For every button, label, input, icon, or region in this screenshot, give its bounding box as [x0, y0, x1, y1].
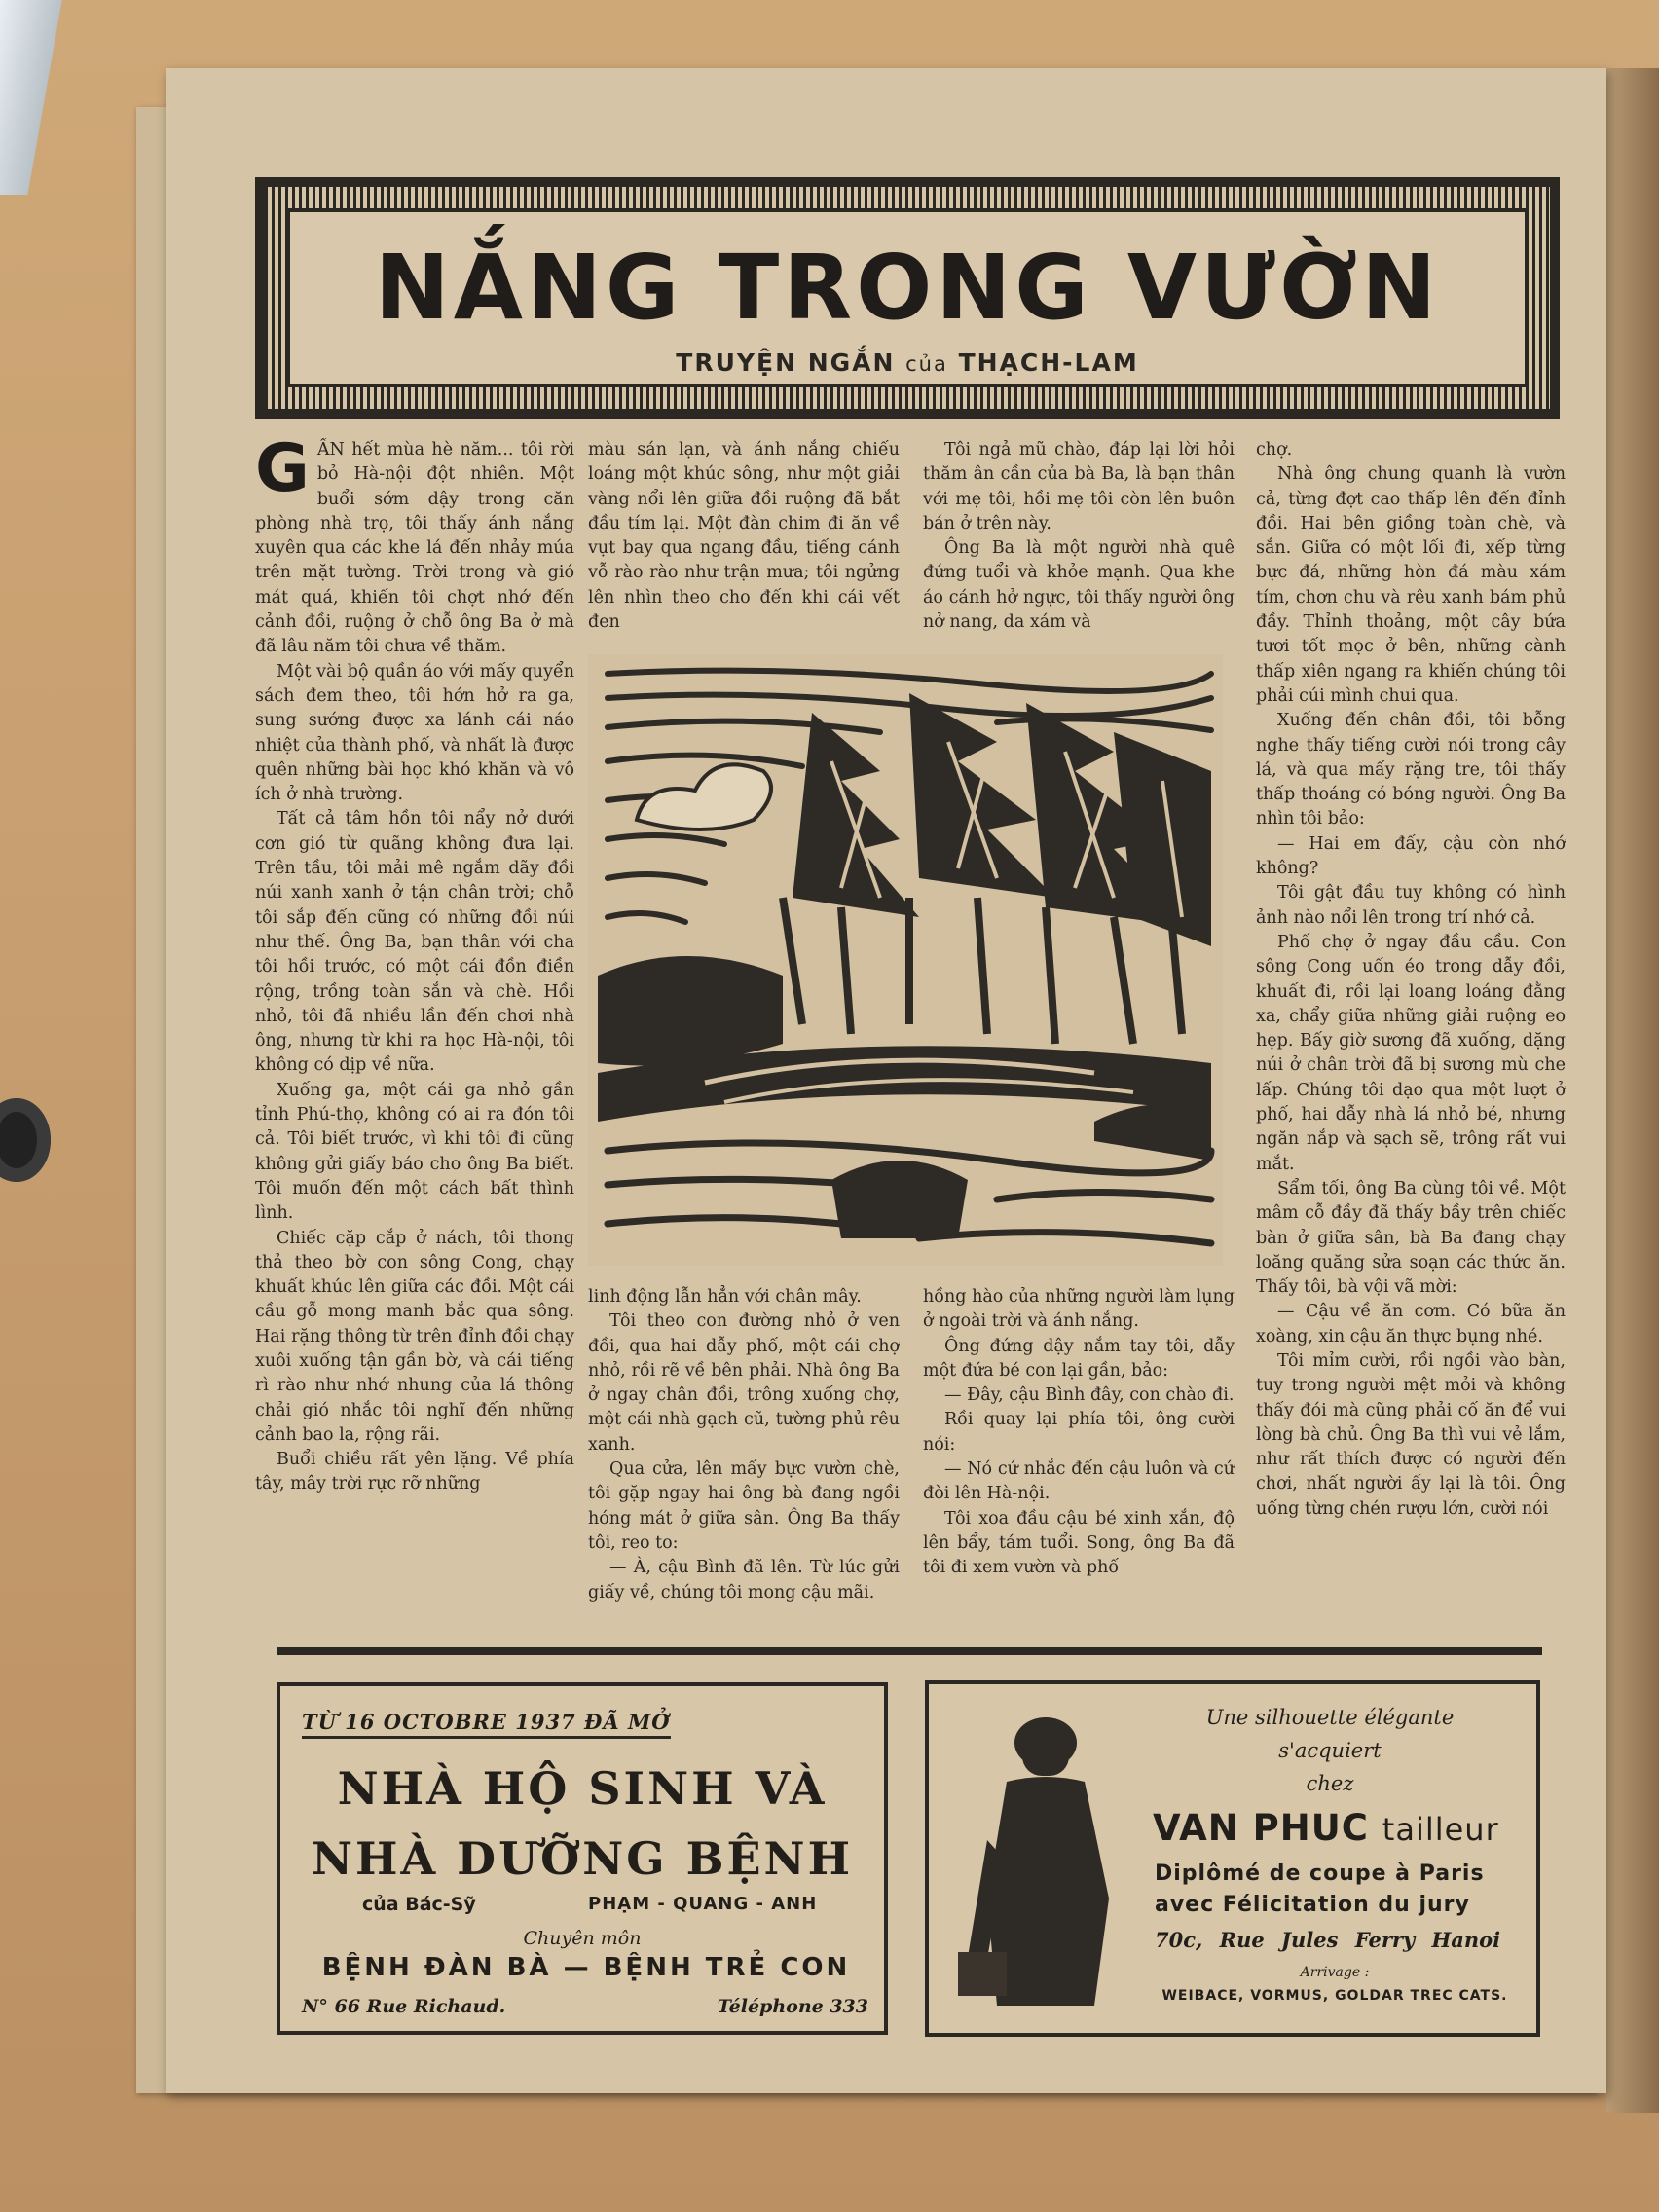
ad-fabric-brands: WEIBACE, VORMUS, GOLDAR TREC CATS.	[1161, 1988, 1508, 2004]
paragraph: Nhà ông chung quanh là vườn cả, từng đợt cao thấp lên đến đỉnh đồi. Hai bên giồng toàn chè, và sắn. Giữa có một lối đi, xếp từng bực đá, những hòn đá màu xám tím, chơn chu và rêu xanh bám phủ đầy. Thỉnh thoảng, một cây bứa tươi tốt mọc ở bên, những cành thấp xiên ngang ra khiến chúng tôi phải cúi mình chui qua.	[1256, 464, 1566, 706]
ad-tagline-3: chez	[1306, 1772, 1354, 1795]
ad-brand	[1153, 1807, 1499, 1849]
maternity-clinic-ad	[276, 1682, 888, 2035]
title-inner	[286, 208, 1529, 387]
article-column-3-top	[923, 438, 1235, 633]
paragraph: — Đây, cậu Bình đây, con chào đi.	[944, 1385, 1235, 1406]
ad-brand-trade: tailleur	[1382, 1811, 1499, 1848]
byline-of: của	[905, 352, 948, 376]
ad-address: N° 66 Rue Richaud.	[302, 1996, 506, 2017]
paragraph: Buổi chiều rất yên lặng. Về phía tây, mây trời rực rỡ những	[255, 1450, 574, 1494]
article-column-1	[255, 438, 574, 1626]
ad-felicitation: avec Félicitation du jury	[1155, 1893, 1470, 1917]
article-column-3-bottom	[923, 1285, 1235, 1631]
paragraph: Tất cả tâm hồn tôi nẩy nở dưới cơn gió từ quãng không đưa lại. Trên tầu, tôi mải mê ngắm dãy đồi núi xanh xanh ở tận chân trời; chỗ tôi sắp đến cũng có những đồi núi như thế. Ông Ba, bạn thân với cha tôi hồi trước, có một cái đồn điền rộng, trồng toàn sắn và chè. Hồi nhỏ, tôi đã nhiều lần đến chơi nhà ông, nhưng từ khi ra học Hà-nội, tôi không có dịp về nữa.	[255, 809, 574, 1076]
ad-specialty-fields: BỆNH ĐÀN BÀ — BỆNH TRẺ CON	[321, 1953, 851, 1982]
paragraph: Tôi mỉm cười, rồi ngồi vào bàn, tuy trong người mệt mỏi và không thấy đói mà cũng phải cố ăn để vui lòng bà chủ. Ông Ba thì vui vẻ lắm, như rất thích được có người đến chơi, nhất người ấy lại là tôi. Ông uống từng chén rượu lớn, cười nói	[1256, 1350, 1566, 1519]
paragraph: hồng hào của những người làm lụng ở ngoài trời và ánh nắng.	[923, 1287, 1235, 1332]
byline-prefix: TRUYỆN NGẮN	[676, 349, 896, 377]
paragraph: màu sán lạn, và ánh nắng chiếu loáng một khúc sông, như một giải vàng nổi lên giữa đồi ruộng đã bắt đầu tím lại. Một đàn chim đi ăn về vụt bay qua ngang đầu, tiếng cánh vỗ rào rào như trận mưa; tôi ngửng lên nhìn theo cho đến khi cái vết đen	[588, 440, 900, 633]
paragraph: Tôi theo con đường nhỏ ở ven đồi, qua hai dẫy phố, một cái chợ nhỏ, rồi rẽ về bên phải. Nhà ông Ba ở ngay chân đồi, trông xuống chợ, một cái nhà gạch cũ, tường phủ rêu xanh.	[588, 1311, 900, 1455]
paragraph: — À, cậu Bình đã lên. Từ lúc gửi giấy về, chúng tôi mong cậu mãi.	[588, 1558, 900, 1603]
article-column-4	[1256, 438, 1566, 1626]
woodcut-illustration	[588, 654, 1223, 1266]
binder-spine	[1606, 68, 1659, 2113]
ad-doctor-name: PHẠM - QUANG - ANH	[588, 1894, 818, 1914]
paragraph: Ông đứng dậy nắm tay tôi, dẫy một đứa bé con lại gần, bảo:	[923, 1336, 1235, 1381]
paragraph: Tôi gật đầu tuy không có hình ảnh nào nổi lên trong trí nhớ cả.	[1256, 883, 1566, 928]
byline-author: THẠCH-LAM	[958, 349, 1139, 377]
paragraph: Một vài bộ quần áo với mấy quyển sách đem theo, tôi hớn hở ra ga, sung sướng được xa lánh cái náo nhiệt của thành phố, và nhất là được quên những bài học khó khăn và vô ích ở nhà trường.	[255, 661, 574, 805]
paragraph: — Hai em đấy, cậu còn nhớ không?	[1256, 833, 1566, 879]
ad-tagline-1: Une silhouette élégante	[1205, 1706, 1455, 1729]
article-byline	[290, 349, 1525, 377]
paragraph: Sẩm tối, ông Ba cùng tôi về. Một mâm cỗ đầy đã thấy bầy trên chiếc bàn ở giữa sân, bà Ba đang chạy loăng quăng sửa soạn các thức ăn. Thấy tôi, bà vội vã mời:	[1256, 1178, 1566, 1298]
ad-diploma: Diplômé de coupe à Paris	[1155, 1862, 1485, 1886]
lamp-edge	[0, 0, 68, 195]
ad-clinic-name-line1: NHÀ HỘ SINH VÀ	[337, 1762, 828, 1815]
ad-doctor-prefix: của Bác-Sỹ	[362, 1894, 476, 1915]
article-column-2-bottom	[588, 1285, 900, 1631]
paragraph: Tôi ngả mũ chào, đáp lại lời hỏi thăm ân cần của bà Ba, là bạn thân với mẹ tôi, hồi mẹ tôi còn lên buôn bán ở trên này.	[923, 440, 1235, 534]
paragraph: Xuống ga, một cái ga nhỏ gần tỉnh Phú-thọ, không có ai ra đón tôi cả. Tôi biết trước, vì khi tôi đi cũng không gửi giấy báo cho ông Ba biết. Tôi muốn đến một cách bất thình lình.	[255, 1080, 574, 1224]
paragraph: Chiếc cặp cắp ở nách, tôi thong thả theo bờ con sông Cong, chạy khuất khúc lên giữa các đồi. Một cái cầu gỗ mong manh bắc qua sông. Hai rặng thông từ trên đỉnh đồi chạy xuôi xuống tận gần bờ, và cái tiếng rì rào như nhớ nhung của lá thông chải gió nhắc tôi nghĩ đến những cảnh bao la, rộng rãi.	[255, 1228, 574, 1445]
section-divider	[276, 1647, 1542, 1655]
tailor-ad	[925, 1680, 1540, 2037]
ad-tagline-2: s'acquiert	[1278, 1739, 1382, 1762]
ad-tailor-address: 70c, Rue Jules Ferry Hanoi	[1155, 1928, 1501, 1952]
ad-clinic-name-line2: NHÀ DƯỠNG BỆNH	[311, 1832, 854, 1885]
paragraph: ẦN hết mùa hè năm... tôi rời bỏ Hà-nội đột nhiên. Một buổi sớm dậy trong căn phòng nhà trọ, tôi thấy ánh nắng xuyên qua các khe lá đến nhảy múa trên mặt tường. Trời trong và gió mát quá, khiến tôi chợt nhớ đến cảnh đồi, ruộng ở chỗ ông Ba ở mà đã lâu năm tôi chưa về thăm.	[255, 440, 574, 657]
woodcut-drawing	[588, 654, 1223, 1266]
ad-specialty-label: Chuyên môn	[523, 1928, 642, 1949]
paragraph: chợ.	[1256, 440, 1293, 460]
drop-cap: G	[255, 438, 310, 507]
paragraph: Ông Ba là một người nhà quê đứng tuổi và khỏe mạnh. Qua khe áo cánh hở ngực, tôi thấy người ông nở nang, da xám và	[923, 538, 1235, 633]
ad-brand-name: VAN PHUC	[1153, 1807, 1369, 1849]
paragraph: Tôi xoa đầu cậu bé xinh xắn, độ lên bẩy, tám tuổi. Song, ông Ba đã tôi đi xem vườn và phố	[923, 1508, 1235, 1578]
ad-telephone: Téléphone 333	[717, 1996, 868, 2017]
paragraph: Qua cửa, lên mấy bực vườn chè, tôi gặp ngay hai ông bà đang ngồi hóng mát ở giữa sân. Ông Ba thấy tôi, reo to:	[588, 1459, 900, 1553]
article-title: NẮNG TRONG VƯỜN	[374, 236, 1441, 340]
article-column-2-top	[588, 438, 900, 633]
paragraph: — Cậu về ăn cơm. Có bữa ăn xoàng, xin cậu ăn thực bụng nhé.	[1256, 1302, 1566, 1346]
paragraph: Xuống đến chân đồi, tôi bỗng nghe thấy tiếng cười nói trong cây lá, và qua mấy rặng tre, tôi thấy thấp thoáng có bóng người. Ông Ba nhìn tôi bảo:	[1256, 711, 1566, 830]
paragraph: linh động lẫn hẳn với chân mây.	[588, 1287, 862, 1307]
title-box	[255, 177, 1560, 419]
paragraph: Rồi quay lại phía tôi, ông cười nói:	[923, 1410, 1235, 1455]
ad-arrivage-label: Arrivage :	[1300, 1965, 1370, 1980]
paragraph: Phố chợ ở ngay đầu cầu. Con sông Cong uốn éo trong dẫy đồi, khuất đi, rồi lại loang loáng đằng xa, chẩy giữa những giải ruộng eo hẹp. Bấy giờ sương đã xuống, dặng núi ở chân trời đã bị sương mù che lấp. Chúng tôi dạo qua một lượt ở phố, hai dẫy nhà lá nhỏ bé, nhưng ngăn nắp và sạch sẽ, trông rất vui mắt.	[1256, 932, 1566, 1174]
paragraph: — Nó cứ nhắc đến cậu luôn và cứ đòi lên Hà-nội.	[923, 1459, 1235, 1504]
ad-opening-date: TỪ 16 OCTOBRE 1937 ĐÃ MỞ	[302, 1710, 671, 1739]
